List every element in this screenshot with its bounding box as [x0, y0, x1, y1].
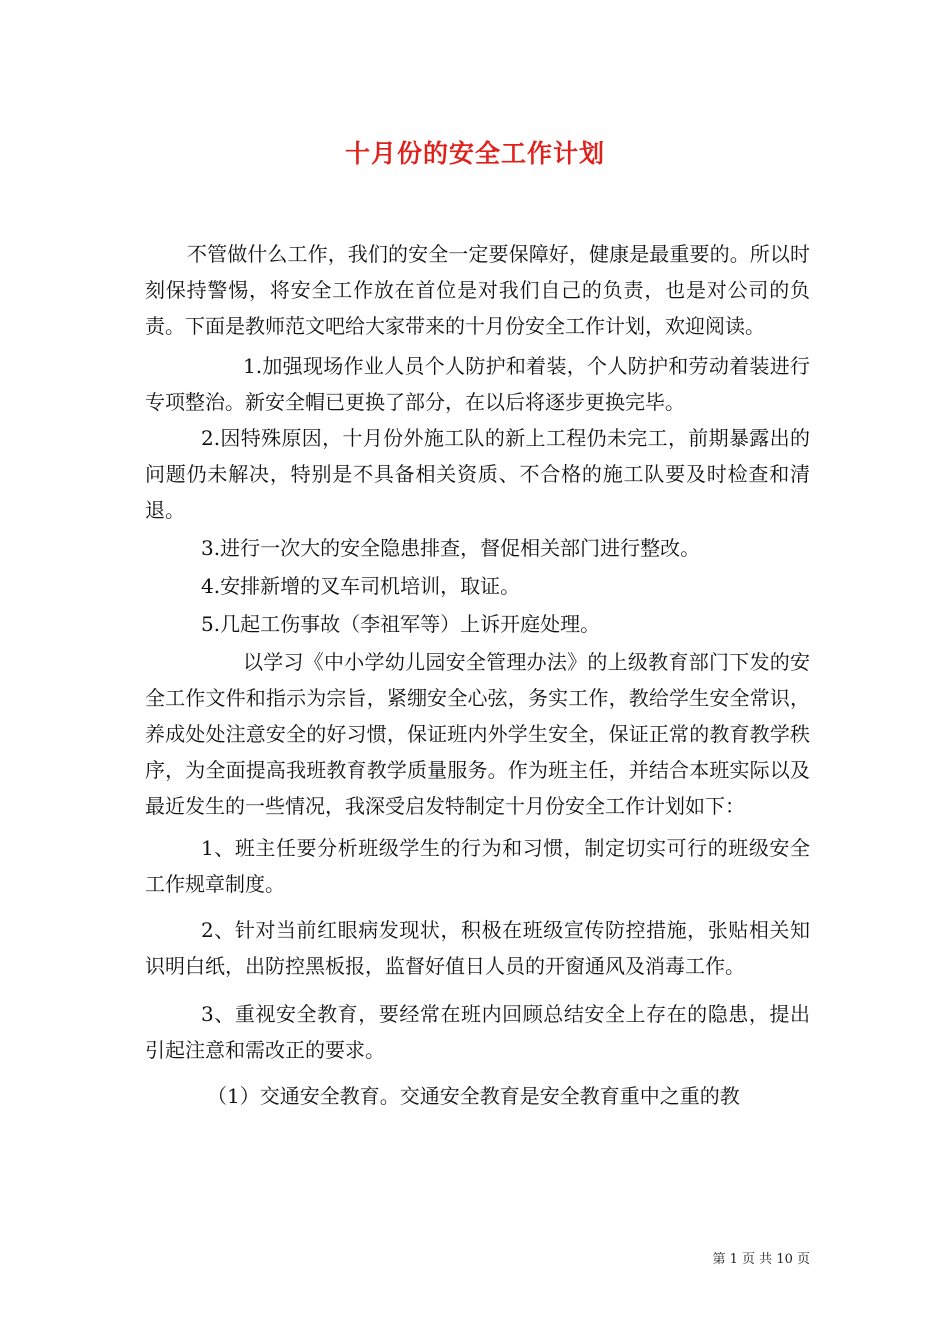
paragraph-traffic: （1）交通安全教育。交通安全教育是安全教育重中之重的教	[207, 1084, 740, 1108]
page-number: 第 1 页 共 10 页	[712, 1252, 810, 1267]
paragraph-item-2: 2.因特殊原因，十月份外施工队的新上工程仍未完工，前期暴露出的问题仍未解决，特别是不具备相关资质、不合格的施工队要及时检查和清退。	[145, 426, 810, 522]
paragraph-study: 以学习《中小学幼儿园安全管理办法》的上级教育部门下发的安全工作文件和指示为宗旨，紧绷安全心弦，务实工作，教给学生安全常识，养成处处注意安全的好习惯，保证班内外学生安全，保证正常的教育教学秩序，为全面提高我班教育教学质量服务。作为班主任，并结合本班实际以及最近发生的一些情况，我深受启发特制定十月份安全工作计划如下：	[145, 650, 810, 818]
paragraph-item-3: 3.进行一次大的安全隐患排查，督促相关部门进行整改。	[201, 536, 701, 560]
paragraph-item-1: 1.加强现场作业人员个人防护和着装，个人防护和劳动着装进行专项整治。新安全帽已更换了部分，在以后将逐步更换完毕。	[145, 354, 810, 414]
paragraph-item-5: 5.几起工伤事故（李祖军等）上诉开庭处理。	[201, 612, 601, 636]
paragraph-intro: 不管做什么工作，我们的安全一定要保障好，健康是最重要的。所以时刻保持警惕，将安全工作放在首位是对我们自己的负责，也是对公司的负责。下面是教师范文吧给大家带来的十月份安全工作计划，欢迎阅读。	[145, 242, 810, 338]
paragraph-rule-3: 3、重视安全教育，要经常在班内回顾总结安全上存在的隐患，提出引起注意和需改正的要求。	[145, 1002, 810, 1062]
paragraph-item-4: 4.安排新增的叉车司机培训，取证。	[201, 574, 521, 598]
document-title: 十月份的安全工作计划	[344, 139, 605, 168]
document-body	[145, 236, 810, 1114]
paragraph-rule-2: 2、针对当前红眼病发现状，积极在班级宣传防控措施，张贴相关知识明白纸，出防控黑板报，监督好值日人员的开窗通风及消毒工作。	[145, 918, 810, 978]
paragraph-rule-1: 1、班主任要分析班级学生的行为和习惯，制定切实可行的班级安全工作规章制度。	[145, 836, 810, 896]
